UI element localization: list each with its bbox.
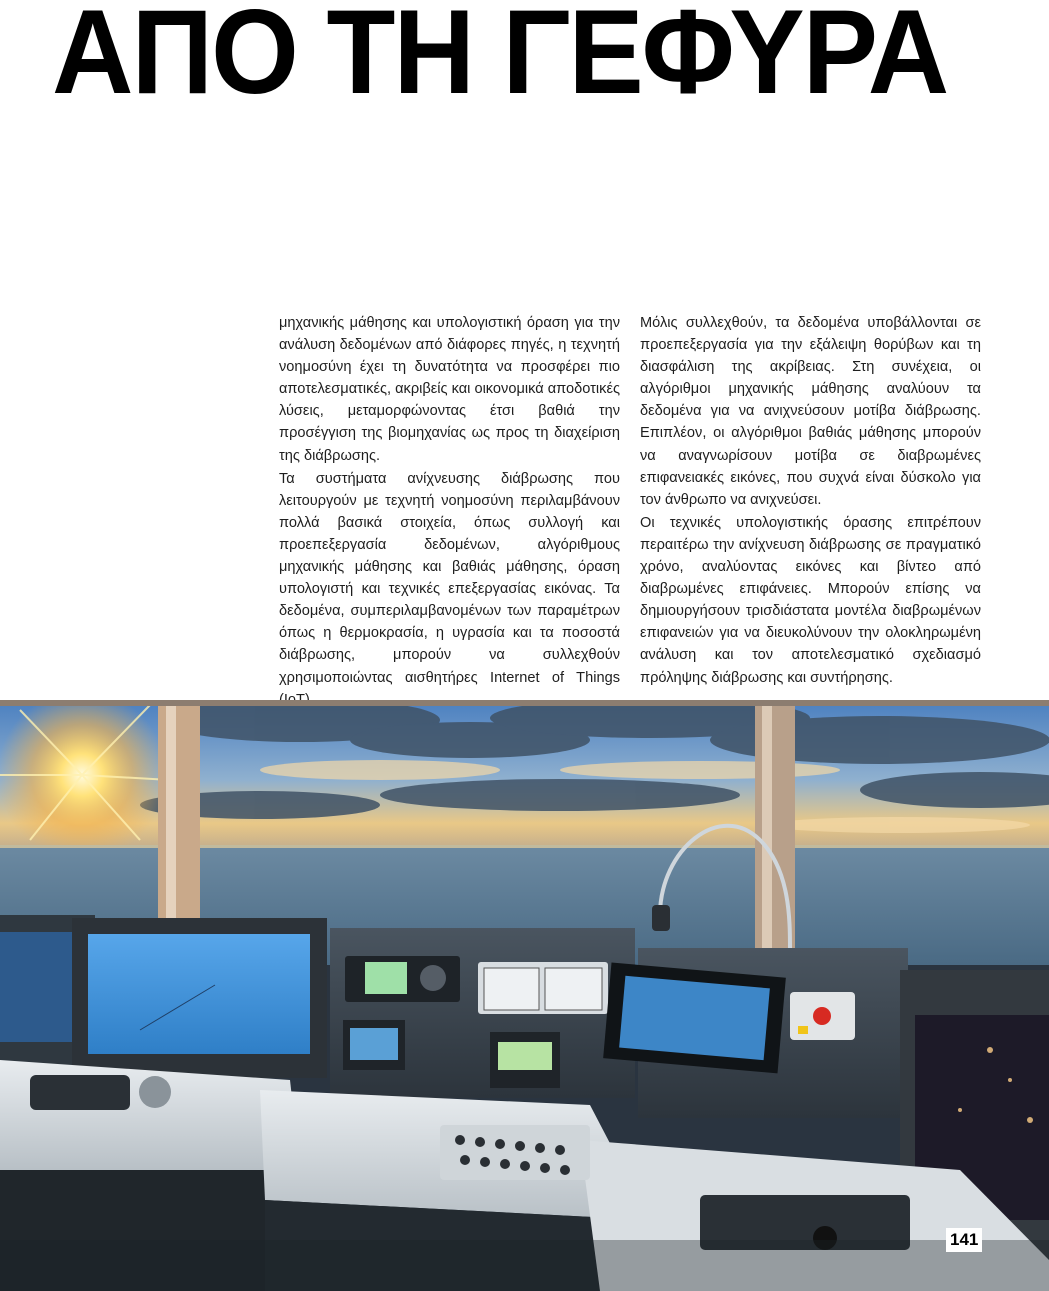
paragraph: Τα συστήματα ανίχνευσης διάβρωσης που λειτουργούν με τεχνητή νοημοσύνη περιλαμβάνουν πολλά βασικά στοιχεία, όπως συλλογή και προεπεξεργασία δεδομένων, αλγόριθμους μηχανικής μάθησης και βαθιάς μάθησης, όραση υπολογιστή και τεχνικές επεξεργασίας εικόνας. Τα δεδομένα, συμπεριλαμβανομένων των παραμέτρων όπως η θερμοκρασία, η υγρασία και τα ποσοστά διάβρωσης, μπορούν να συλλεχθούν χρησιμοποιώντας αισθητήρες Internet of Things	[279, 470, 620, 686]
paragraph: μηχανικής μάθησης και υπολογιστική όραση για την ανάλυση δεδομένων από διάφορες πηγές, η τεχνητή νοημοσύνη έχει τη δυνατότητα να προσφέρει πιο αποτελεσματικές, ακριβείς και οικονομικά αποδοτικές λύσεις, μεταμορφώνοντας έτσι βαθιά την προσέγγιση της βιομηχανίας ως προς τη διαχείριση της διάβρωσης.	[279, 315, 621, 464]
text-column-left	[279, 312, 620, 712]
headline: ΑΠΟ ΤΗ ΓΕΦΥΡΑ	[52, 0, 948, 119]
ecdis-screen	[88, 934, 310, 1054]
text-column-right	[640, 312, 981, 690]
paragraph: Οι τεχνικές υπολογιστικής όρασης επιτρέπουν περαιτέρω την ανίχνευση διάβρωσης σε πραγματικό χρόνο, αναλύοντας εικόνες και βίντεο από διαβρωμένες επιφάνειες. Μπορούν επίσης να δημιουργήσουν τρισδιάστατα μοντέλα διαβρωμένων επιφανειών για να διευκολύνουν την ολοκληρωμένη ανάλυση και τον αποτελεσματικό σχεδιασμό πρόληψης διάβρωσης και συντήρησης.	[640, 514, 981, 686]
paragraph: Μόλις συλλεχθούν, τα δεδομένα υποβάλλονται σε προεπεξεργασία για την εξάλειψη θορύβων και τη διασφάλιση της ακρίβειας. Στη συνέχεια, οι αλγόριθμοι μηχανικής μάθησης αναλύουν τα δεδομένα για να ανιχνεύσουν μοτίβα διάβρωσης. Επιπλέον, οι αλγόριθμοι βαθιάς μάθησης μπορούν να αναγνωρίσουν μοτίβα σε διαβρωμένες επιφανειακές εικόνες, που συχνά είναι δύσκολο για τον άνθρωπο να ανιχνεύσει.	[640, 315, 981, 508]
ship-bridge-photo	[0, 700, 1049, 1291]
page-number: 141	[946, 1228, 982, 1252]
ship-bridge-illustration	[0, 700, 1049, 1291]
